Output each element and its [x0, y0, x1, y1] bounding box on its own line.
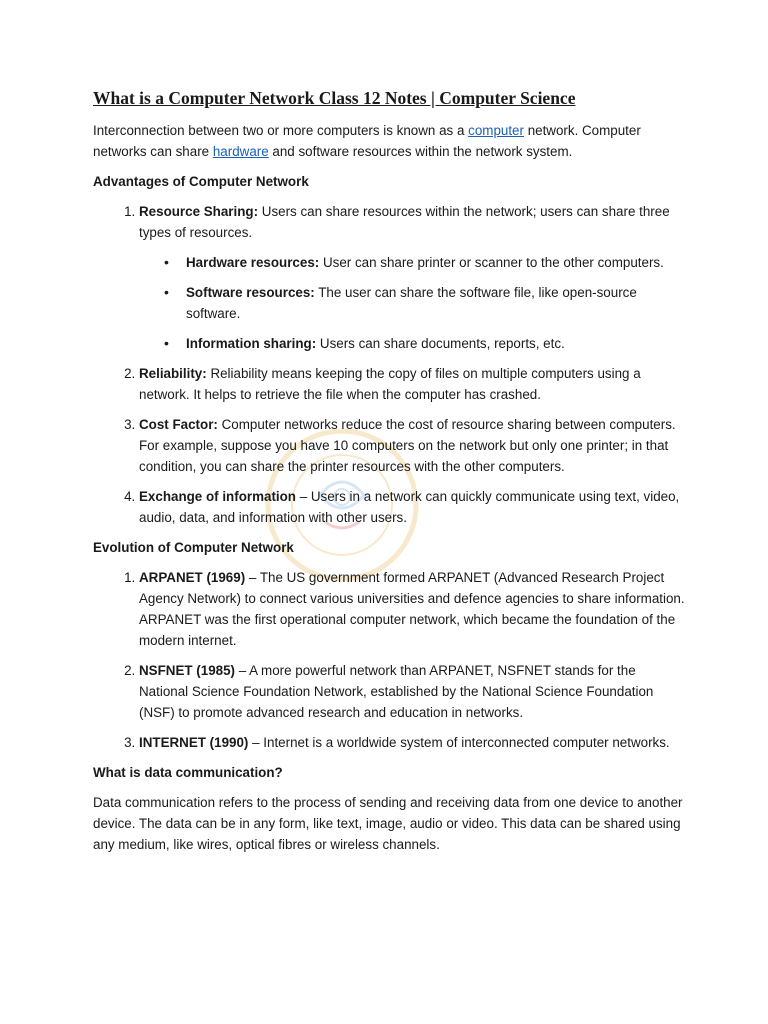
list-item: • Hardware resources: User can share printer or scanner to the other computers. [186, 252, 688, 273]
data-communication-heading: What is data communication? [93, 765, 283, 780]
list-item: 2. NSFNET (1985) – A more powerful network than ARPANET, NSFNET stands for the National Science Foundation Network, established by the National Science Foundation (NSF) to promote advanced research and education in networks. [139, 660, 688, 723]
list-item: 1. Resource Sharing: Users can share resources within the network; users can share three types of resources. • Hardware resources: User can share printer or scanner to the other computers. • Software resources: The user can share the software file, like open-source software. • Information sharing: Users can share documents, reports, etc. [139, 201, 688, 354]
list-item: 4. Exchange of information – Users in a network can quickly communicate using text, video, audio, data, and information with other users. [139, 486, 688, 528]
hardware-link[interactable]: hardware [212, 144, 269, 159]
advantages-heading: Advantages of Computer Network [93, 174, 309, 189]
list-item: • Software resources: The user can share the software file, like open-source software. [186, 282, 688, 324]
evolution-list [93, 567, 688, 753]
list-item: 3. Cost Factor: Computer networks reduce the cost of resource sharing between computers. For example, suppose you have 10 computers on the network but only one printer; in that condition, you can share the printer resources with the other computers. [139, 414, 688, 477]
resource-types-list [139, 252, 688, 354]
document-page [93, 86, 688, 864]
list-item: • Information sharing: Users can share documents, reports, etc. [186, 333, 688, 354]
page-title: What is a Computer Network Class 12 Notes | Computer Science [93, 88, 576, 108]
intro-paragraph: Interconnection between two or more computers is known as a computer network. Computer networks can share hardware and software resources within the network system. [93, 123, 641, 159]
data-communication-paragraph: Data communication refers to the process of sending and receiving data from one device to another device. The data can be in any form, like text, image, audio or video. This data can be shared using any medium, like wires, optical fibres or wireless channels. [93, 795, 683, 852]
list-item: 1. ARPANET (1969) – The US government formed ARPANET (Advanced Research Project Agency Network) to connect various universities and defence agencies to share information. ARPANET was the first operational computer network, which became the foundation of the modern internet. [139, 567, 688, 651]
advantages-list [93, 201, 688, 528]
evolution-heading: Evolution of Computer Network [93, 540, 294, 555]
list-item: 3. INTERNET (1990) – Internet is a worldwide system of interconnected computer networks. [139, 732, 688, 753]
list-item: 2. Reliability: Reliability means keeping the copy of files on multiple computers using a network. It helps to retrieve the file when the computer has crashed. [139, 363, 688, 405]
computer-link[interactable]: computer [468, 123, 524, 138]
